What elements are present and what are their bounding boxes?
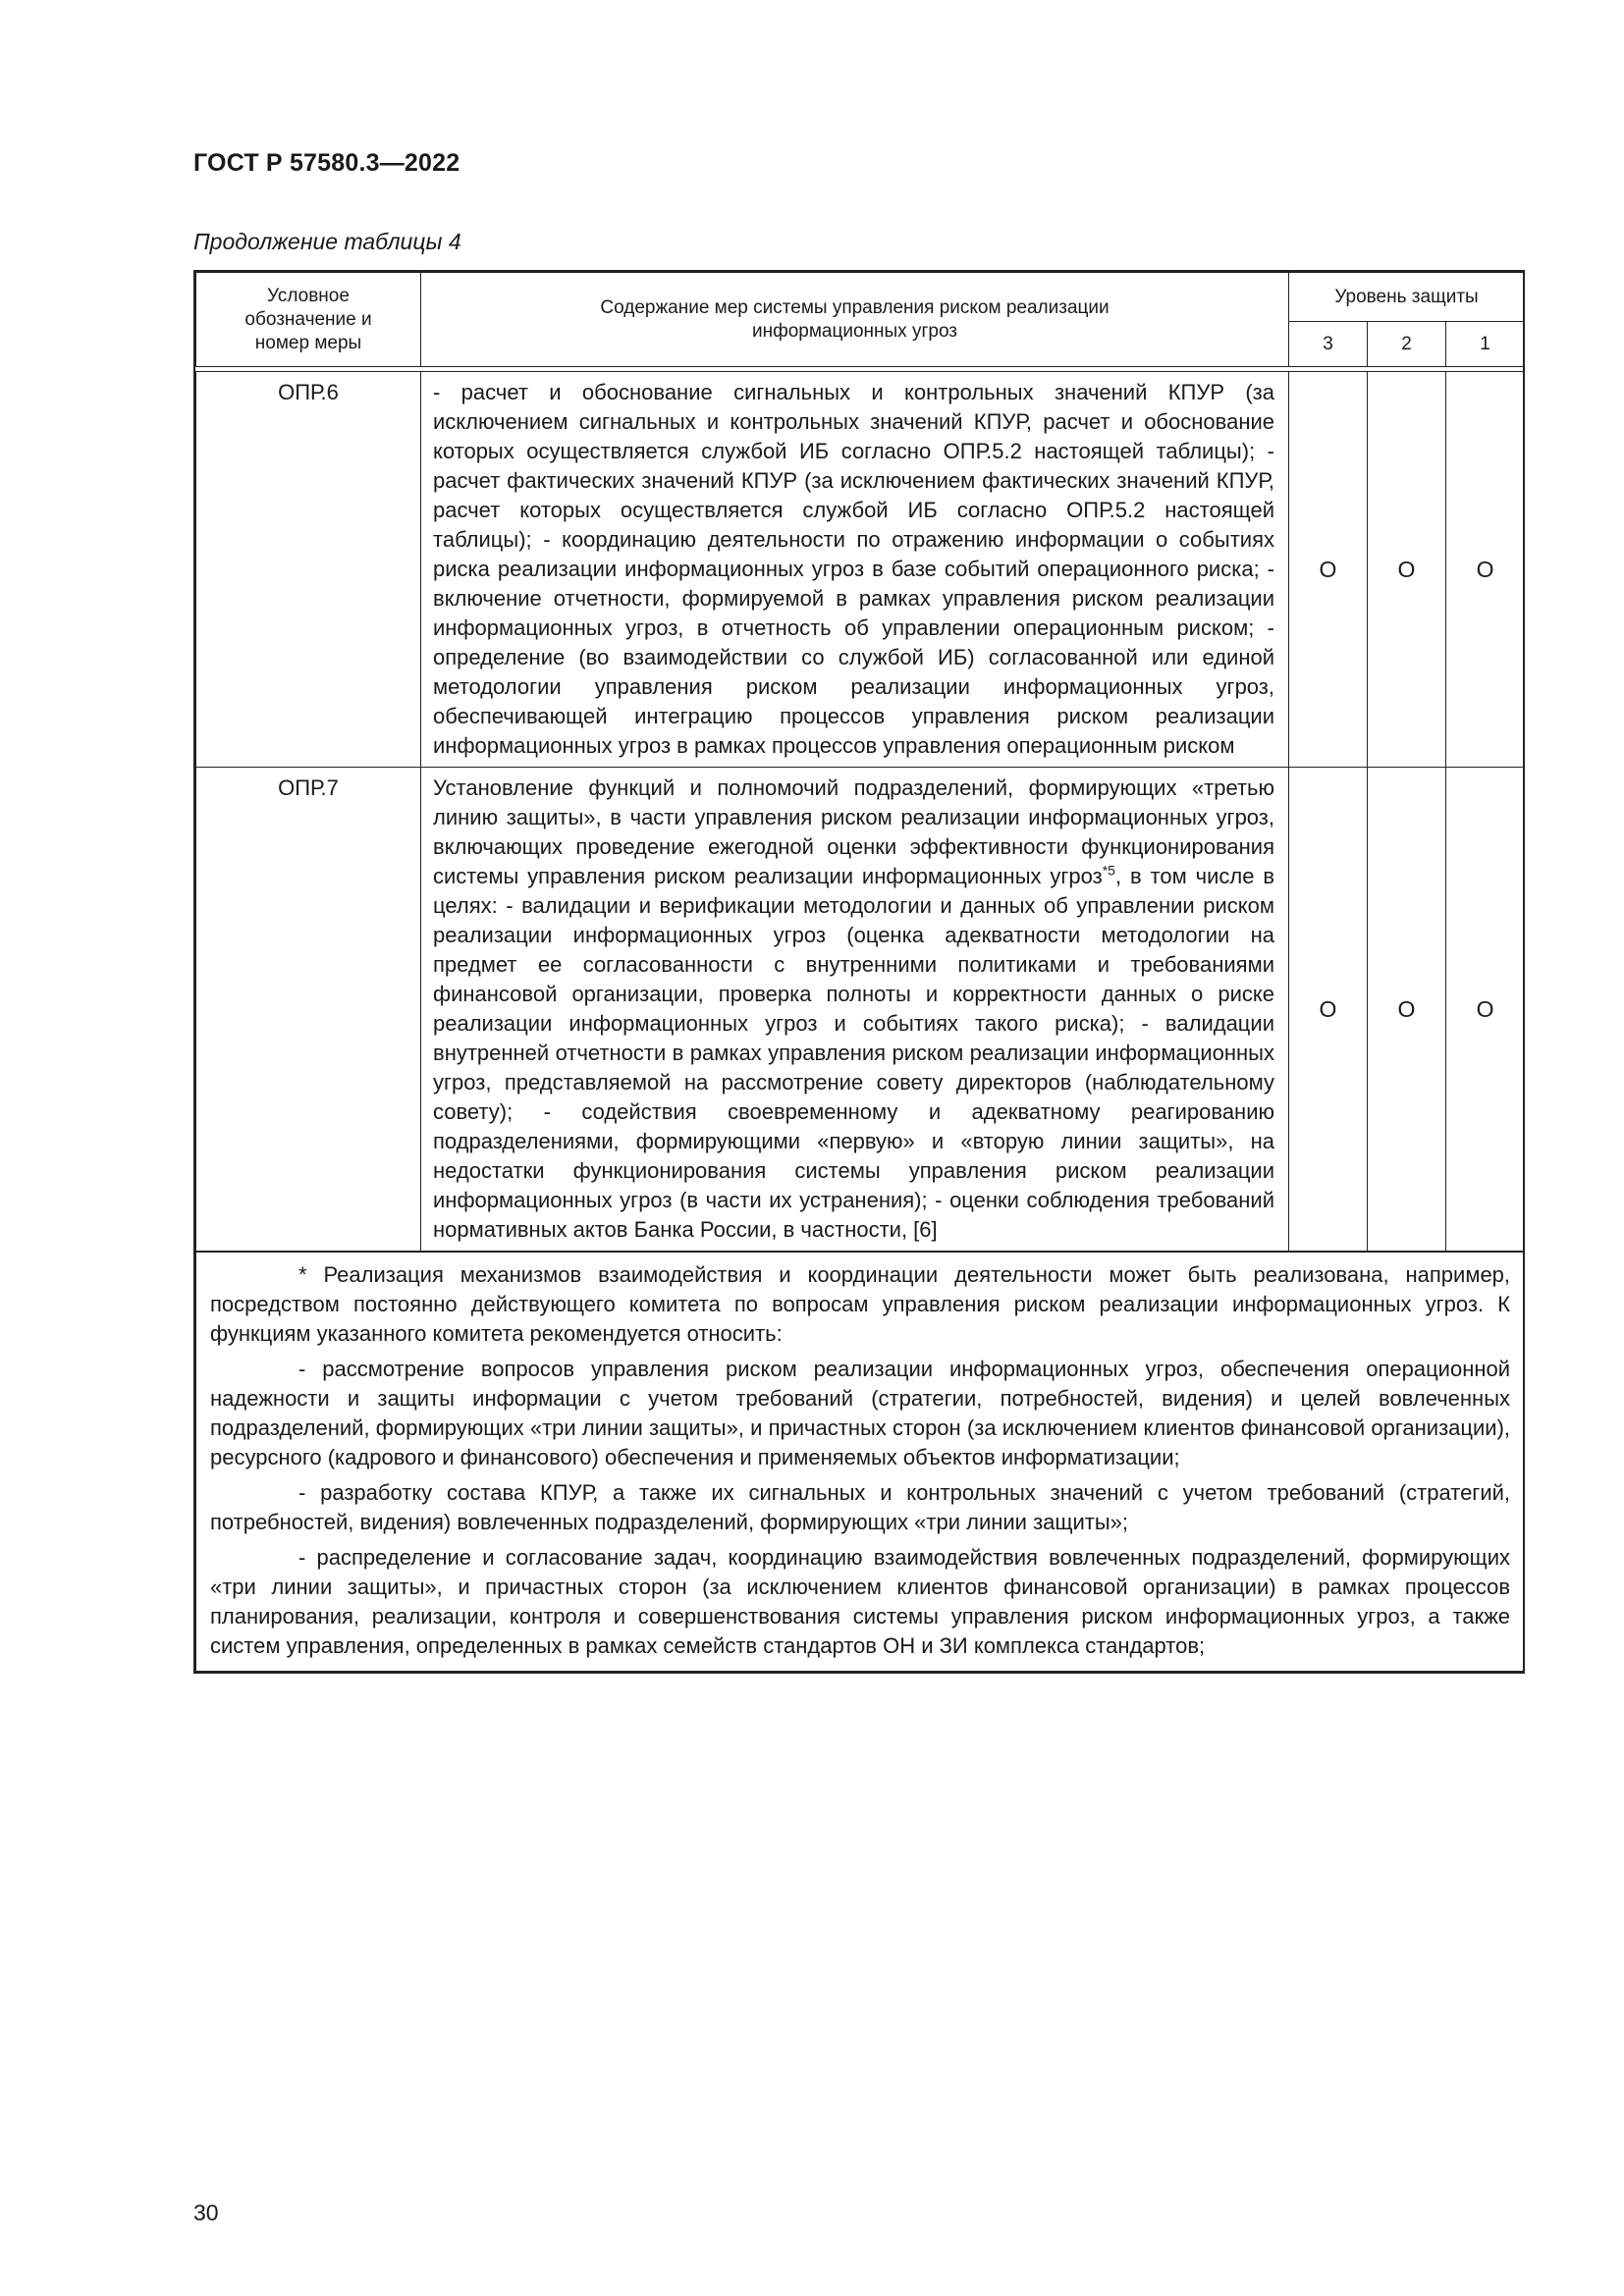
level-3-mark: О — [1289, 768, 1368, 1253]
measure-code: ОПР.6 — [196, 372, 421, 768]
measure-code: ОПР.7 — [196, 768, 421, 1253]
footnote-ref: *5 — [1102, 862, 1115, 879]
header-level-2: 2 — [1368, 322, 1446, 367]
measure-content — [421, 768, 1289, 1253]
header-code: Условное обозначение и номер меры — [196, 273, 421, 367]
table-footnote — [196, 1252, 1525, 1672]
measure-content-part: , в том числе в целях: - валидации и верификации методологии и данных об управлении риском реализации информационных угроз (оценка адекватности методологии на предмет ее согласованности с внутренними политиками и требованиями финансовой организации, проверка полноты и корректности данных о риске реализации информационных угроз и событиях такого риска); - валидации внутренней отчетности в рамках управления риском реализации информационных угроз, представляемой на рассмотрение совету директоров (наблюдательному совету); - содействия своевременному и адекватному реагированию подразделениями, формирующими «первую» и «вторую линии защиты», на недостатки функционирования системы управления риском реализации информационных угроз (в части их устранения); - оценки соблюдения требований нормативных актов Банка России, в частности, [6] — [433, 864, 1275, 1242]
measure-content-part: Установление функций и полномочий подразделений, формирующих «третью линию защиты», в части управления риском реализации информационных угроз, включающих проведение ежегодной оценки эффективности функционирования системы управления риском реализации информационных угроз — [433, 775, 1274, 888]
document-title: ГОСТ Р 57580.3—2022 — [193, 149, 460, 177]
level-2-mark: О — [1368, 372, 1446, 768]
header-level-3: 3 — [1289, 322, 1368, 367]
header-level-1: 1 — [1446, 322, 1525, 367]
footnote-paragraph: - распределение и согласование задач, координацию взаимодействия вовлеченных подразделений, формирующих «три линии защиты», и причастных сторон (за исключением клиентов финансовой организации) в рамках процессов планирования, реализации, контроля и совершенствования системы управления риском информационных угроз, а также систем управления, определенных в рамках семейств стандартов ОН и ЗИ комплекса стандартов; — [210, 1545, 1511, 1658]
table-row — [196, 768, 1525, 1253]
footnote-paragraph: - рассмотрение вопросов управления риском реализации информационных угроз, обеспечения операционной надежности и защиты информации с учетом требований (стратегии, потребностей, видения) и целей вовлеченных подразделений, формирующих «три линии защиты», и причастных сторон (за исключением клиентов финансовой организации), ресурсного (кадрового и финансового) обеспечения и применяемых объектов информатизации; — [210, 1357, 1511, 1469]
level-1-mark: О — [1446, 372, 1525, 768]
footnote-paragraph: - разработку состава КПУР, а также их сигнальных и контрольных значений с учетом требований (стратегий, потребностей, видения) вовлеченных подразделений, формирующих «три линии защиты»; — [210, 1480, 1511, 1534]
table-caption: Продолжение таблицы 4 — [193, 229, 461, 254]
table-row — [196, 372, 1525, 768]
measure-content: - расчет и обоснование сигнальных и контрольных значений КПУР (за исключением сигнальных и контрольных значений КПУР, расчет и обоснование которых осуществляется службой ИБ согласно ОПР.5.2 настоящей таблицы); - расчет фактических значений КПУР (за исключением фактических значений КПУР, расчет которых осуществляется службой ИБ согласно ОПР.5.2 настоящей таблицы); - координацию деятельности по отражению информации о событиях риска реализации информационных угроз в базе событий операционного риска; - включение отчетности, формируемой в рамках управления риском реализации информационных угроз, в отчетность об управлении операционным риском; - определение (во взаимодействии со службой ИБ) согласованной или единой методологии управления риском реализации информационных угроз, обеспечивающей интеграцию процессов управления риском реализации информационных угроз в рамках процессов управления операционным риском — [421, 372, 1289, 768]
table-footnote-row — [196, 1252, 1525, 1672]
level-2-mark: О — [1368, 768, 1446, 1253]
footnote-paragraph: * Реализация механизмов взаимодействия и координации деятельности может быть реализована, например, посредством постоянно действующего комитета по вопросам управления риском реализации информационных угроз. К функциям указанного комитета рекомендуется относить: — [210, 1262, 1511, 1346]
measures-table — [193, 270, 1525, 1674]
level-3-mark: О — [1289, 372, 1368, 768]
page-number: 30 — [193, 2200, 219, 2225]
header-level: Уровень защиты — [1289, 273, 1525, 322]
level-1-mark: О — [1446, 768, 1525, 1253]
header-content: Содержание мер системы управления риском реализации информационных угроз — [421, 273, 1289, 367]
